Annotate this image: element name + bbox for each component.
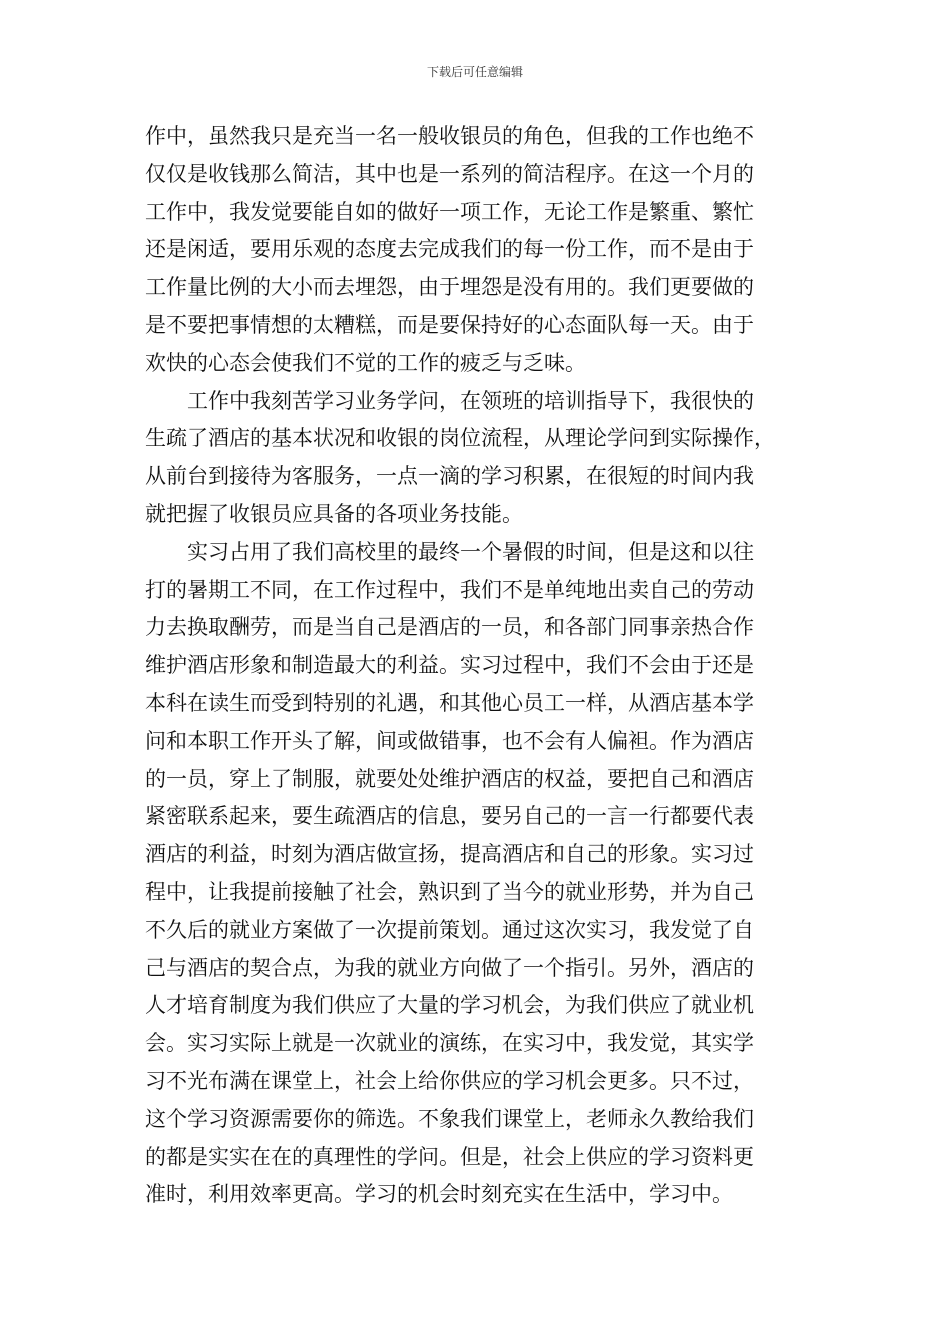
text-line: 工作量比例的大小而去埋怨，由于埋怨是没有用的。我们更要做的 <box>145 275 754 300</box>
text-line: 紧密联系起来，要生疏酒店的信息，要另自己的一言一行都要代表 <box>145 804 754 829</box>
text-line: 会。实习实际上就是一次就业的演练，在实习中，我发觉，其实学 <box>145 1031 754 1056</box>
paragraph-start-line: 工作中我刻苦学习业务学问，在领班的培训指导下，我很快的 <box>187 388 754 413</box>
text-line: 这个学习资源需要你的筛选。不象我们课堂上，老师永久教给我们 <box>145 1106 754 1131</box>
text-line: 工作中，我发觉要能自如的做好一项工作，无论工作是繁重、繁忙 <box>145 199 754 224</box>
text-line: 打的暑期工不同，在工作过程中，我们不是单纯地出卖自己的劳动 <box>145 577 754 602</box>
text-line: 维护酒店形象和制造最大的利益。实习过程中，我们不会由于还是 <box>145 653 754 678</box>
text-line: 不久后的就业方案做了一次提前策划。通过这次实习，我发觉了自 <box>145 917 754 942</box>
text-line: 力去换取酬劳，而是当自己是酒店的一员，和各部门同事亲热合作 <box>145 615 754 640</box>
text-line: 的都是实实在在的真理性的学问。但是，社会上供应的学习资料更 <box>145 1144 754 1169</box>
text-line: 人才培育制度为我们供应了大量的学习机会，为我们供应了就业机 <box>145 993 754 1018</box>
text-line: 酒店的利益，时刻为酒店做宣扬，提高酒店和自己的形象。实习过 <box>145 842 754 867</box>
text-line: 作中，虽然我只是充当一名一般收银员的角色，但我的工作也绝不 <box>145 124 754 148</box>
text-line: 习不光布满在课堂上，社会上给你供应的学习机会更多。只不过， <box>145 1068 754 1093</box>
text-line: 是不要把事情想的太糟糕，而是要保持好的心态面队每一天。由于 <box>145 312 754 337</box>
text-line: 己与酒店的契合点，为我的就业方向做了一个指引。另外，酒店的 <box>145 955 754 980</box>
paragraph-start-line: 实习占用了我们高校里的最终一个暑假的时间，但是这和以往 <box>187 539 754 564</box>
text-line: 仅仅是收钱那么简洁，其中也是一系列的简洁程序。在这一个月的 <box>145 161 754 186</box>
text-line: 从前台到接待为客服务，一点一滴的学习积累，在很短的时间内我 <box>145 464 754 489</box>
text-line: 欢快的心态会使我们不觉的工作的疲乏与乏味。 <box>145 350 586 375</box>
text-line: 问和本职工作开头了解，间或做错事，也不会有人偏袒。作为酒店 <box>145 728 754 753</box>
text-line: 准时，利用效率更高。学习的机会时刻充实在生活中，学习中。 <box>145 1182 733 1207</box>
text-line: 就把握了收银员应具备的各项业务技能。 <box>145 501 523 526</box>
text-line: 的一员，穿上了制服，就要处处维护酒店的权益，要把自己和酒店 <box>145 766 754 791</box>
document-body <box>145 118 813 1214</box>
text-line: 还是闲适，要用乐观的态度去完成我们的每一份工作，而不是由于 <box>145 237 754 262</box>
text-line: 生疏了酒店的基本状况和收银的岗位流程，从理论学问到实际操作， <box>145 426 775 451</box>
page-header-note: 下载后可任意编辑 <box>426 65 523 79</box>
text-line: 本科在读生而受到特别的礼遇，和其他心员工一样，从酒店基本学 <box>145 690 754 715</box>
text-line: 程中，让我提前接触了社会，熟识到了当今的就业形势，并为自己 <box>145 879 754 904</box>
